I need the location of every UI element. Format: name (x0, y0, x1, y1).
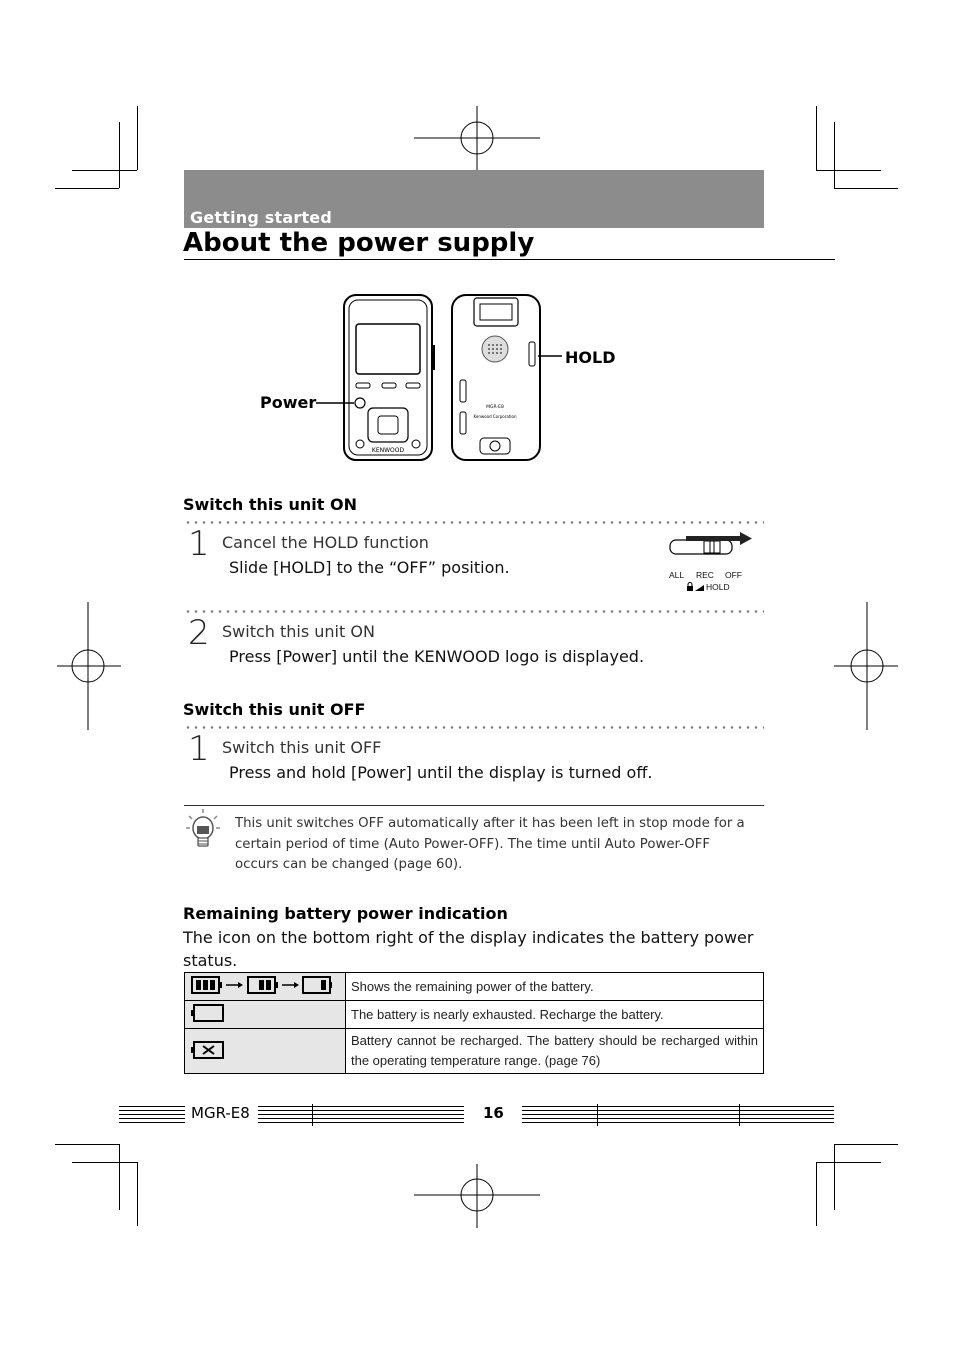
registration-mark-left (55, 600, 123, 734)
footer-tick (597, 1104, 598, 1126)
step-title: Switch this unit ON (222, 622, 375, 641)
battery-description: Shows the remaining power of the battery. (346, 973, 764, 1001)
step-title: Cancel the HOLD function (222, 533, 429, 552)
table-row (185, 1001, 764, 1029)
battery-icon-cell (185, 1001, 346, 1029)
dotted-divider (184, 521, 764, 524)
switch-on-heading: Switch this unit ON (183, 495, 357, 514)
step-number: 1 (188, 524, 210, 564)
note-text: This unit switches OFF automatically after it has been left in stop mode for a certain period of time (Auto Power-OFF). The time until Auto Power-OFF occurs can be changed (page 60). (235, 816, 745, 872)
step-body: Press and hold [Power] until the display is turned off. (229, 763, 653, 782)
table-row (185, 1029, 764, 1074)
hold-label-all: ALL (669, 570, 685, 580)
step-number: 2 (188, 613, 210, 653)
battery-heading: Remaining battery power indication (183, 904, 508, 923)
step-title: Switch this unit OFF (222, 738, 382, 757)
footer-tick (312, 1104, 313, 1126)
footer-rule-left (119, 1106, 185, 1124)
footer-rule-mid (258, 1106, 464, 1124)
dotted-divider (184, 610, 764, 613)
hold-label-rec: REC (696, 570, 714, 580)
battery-table (184, 972, 764, 1074)
lock-icon (686, 582, 706, 592)
title-rule (184, 259, 835, 260)
battery-icon-cell (185, 973, 346, 1001)
hold-caption: HOLD (706, 582, 730, 592)
device-illustration (256, 290, 636, 466)
battery-error-icon (190, 1038, 226, 1062)
registration-mark-top (410, 104, 544, 172)
footer-model: MGR-E8 (191, 1104, 250, 1122)
power-callout: Power (260, 393, 317, 412)
footer-rule-right (522, 1106, 834, 1124)
footer-tick (739, 1104, 740, 1126)
dotted-divider (184, 726, 764, 729)
table-row (185, 973, 764, 1001)
hold-switch-illustration (666, 532, 756, 594)
registration-mark-right (832, 600, 900, 734)
back-maker: Kenwood Corporation (473, 414, 517, 419)
battery-empty-icon (190, 1003, 226, 1023)
battery-intro: The icon on the bottom right of the display indicates the battery power status. (183, 928, 754, 970)
recorder-drawing (256, 290, 636, 466)
page-title: About the power supply (183, 228, 535, 258)
step-body: Press [Power] until the KENWOOD logo is displayed. (229, 647, 645, 666)
battery-description: Battery cannot be recharged. The battery should be recharged within the operating temperature range. (page 76) (346, 1029, 764, 1074)
section-label: Getting started (190, 208, 332, 227)
step-body: Slide [HOLD] to the “OFF” position. (229, 558, 510, 577)
hold-callout: HOLD (565, 348, 616, 367)
back-model: MGR-E8 (486, 405, 504, 410)
lightbulb-icon (185, 808, 221, 850)
battery-levels-icon (190, 975, 332, 995)
battery-icon-cell (185, 1029, 346, 1074)
step-number: 1 (188, 729, 210, 769)
switch-off-heading: Switch this unit OFF (183, 700, 366, 719)
page-number: 16 (483, 1104, 504, 1122)
note-rule (184, 805, 764, 806)
hold-label-off: OFF (725, 570, 742, 580)
front-brand: KENWOOD (371, 447, 405, 454)
registration-mark-bottom (410, 1162, 544, 1230)
hold-switch-arrow-icon (666, 532, 756, 556)
battery-description: The battery is nearly exhausted. Recharge the battery. (346, 1001, 764, 1029)
